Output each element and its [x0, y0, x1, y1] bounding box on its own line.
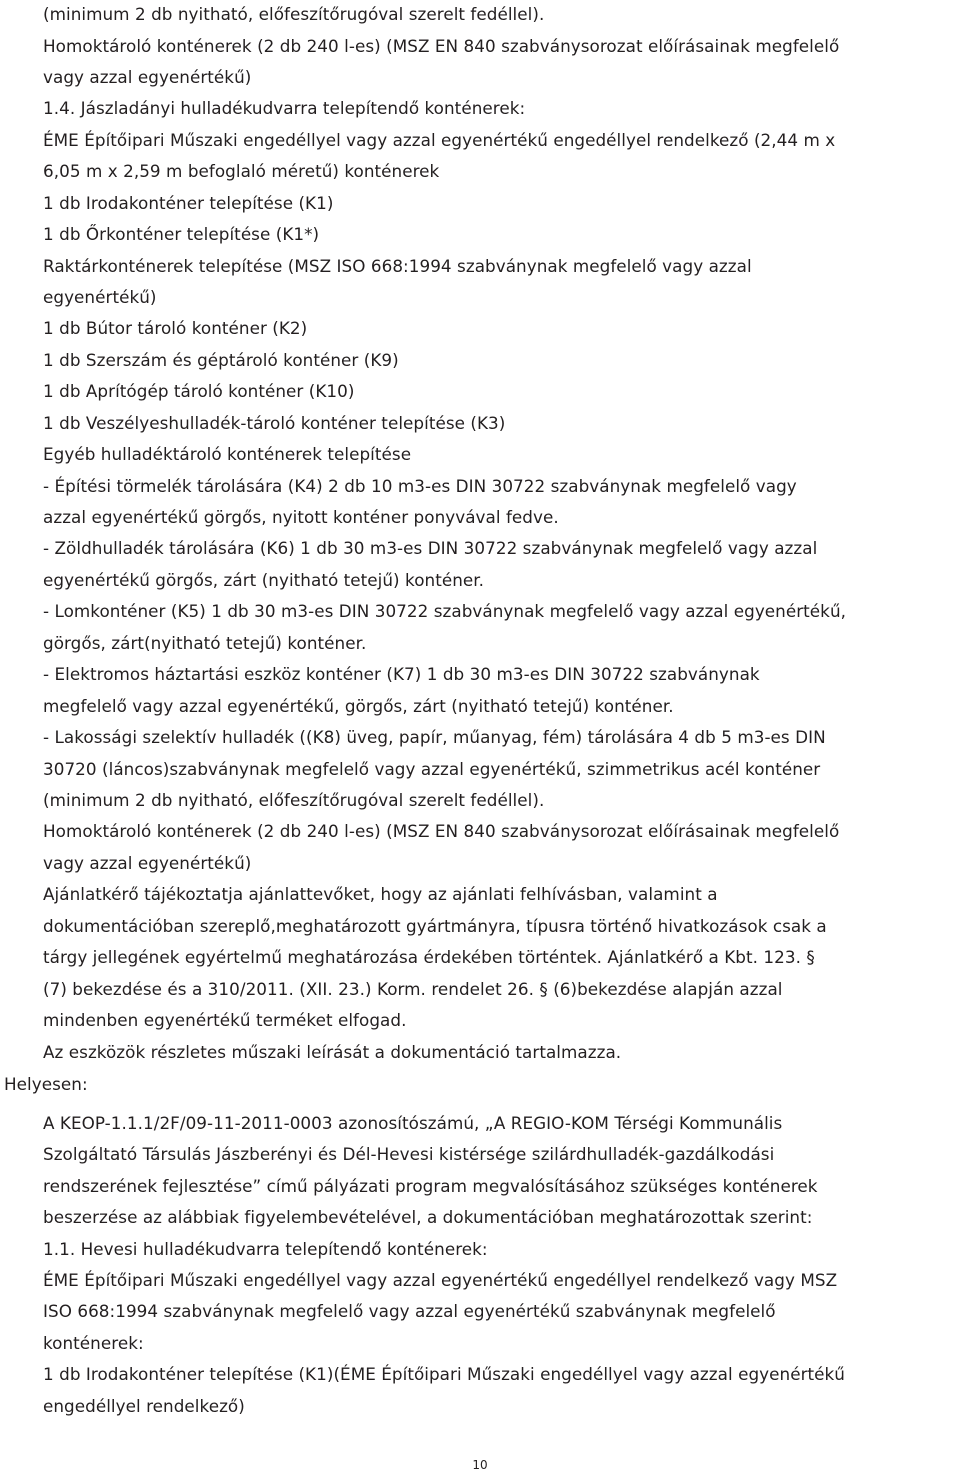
text-line: - Lomkonténer (K5) 1 db 30 m3-es DIN 30722 szabványnak megfelelő vagy azzal egyenértékű,	[43, 601, 847, 621]
text-line: ISO 668:1994 szabványnak megfelelő vagy azzal egyenértékű szabványnak megfelelő	[43, 1301, 776, 1321]
text-line: (minimum 2 db nyitható, előfeszítőrugóval szerelt fedéllel).	[43, 790, 545, 810]
text-line: 1 db Szerszám és géptároló konténer (K9)	[43, 350, 399, 370]
text-line: ÉME Építőipari Műszaki engedéllyel vagy azzal egyenértékű engedéllyel rendelkező vagy MSZ	[43, 1270, 838, 1290]
text-line: - Építési törmelék tárolására (K4) 2 db 10 m3-es DIN 30722 szabványnak megfelelő vagy	[43, 476, 797, 496]
text-line: - Elektromos háztartási eszköz konténer (K7) 1 db 30 m3-es DIN 30722 szabványnak	[43, 664, 760, 684]
text-line: Szolgáltató Társulás Jászberényi és Dél-Hevesi kistérsége szilárdhulladék-gazdálkodási	[43, 1144, 775, 1164]
text-line: 1 db Őrkonténer telepítése (K1*)	[43, 224, 320, 244]
text-line: beszerzése az alábbiak figyelembevételével, a dokumentációban meghatározottak szerint:	[43, 1207, 813, 1227]
text-line: A KEOP-1.1.1/2F/09-11-2011-0003 azonosítószámú, „A REGIO-KOM Térségi Kommunális	[43, 1113, 783, 1133]
text-line: 1 db Aprítógép tároló konténer (K10)	[43, 381, 355, 401]
text-line: konténerek:	[43, 1333, 144, 1353]
section-heading: 1.4. Jászladányi hulladékudvarra telepítendő konténerek:	[43, 98, 526, 118]
text-line: ÉME Építőipari Műszaki engedéllyel vagy azzal egyenértékű engedéllyel rendelkező (2,44 m x	[43, 130, 836, 150]
text-line: 1 db Veszélyeshulladék-tároló konténer telepítése (K3)	[43, 413, 506, 433]
text-line: görgős, zárt(nyitható tetejű) konténer.	[43, 633, 367, 653]
text-line: dokumentációban szereplő,meghatározott gyártmányra, típusra történő hivatkozások csak a	[43, 916, 827, 936]
text-line: megfelelő vagy azzal egyenértékű, görgős, zárt (nyitható tetejű) konténer.	[43, 696, 674, 716]
text-line: vagy azzal egyenértékű)	[43, 67, 252, 87]
section-heading: 1.1. Hevesi hulladékudvarra telepítendő konténerek:	[43, 1239, 488, 1259]
text-line: 1 db Bútor tároló konténer (K2)	[43, 318, 308, 338]
text-line: (7) bekezdése és a 310/2011. (XII. 23.) Korm. rendelet 26. § (6)bekezdése alapján azzal	[43, 979, 783, 999]
text-line: egyenértékű görgős, zárt (nyitható tetejű) konténer.	[43, 570, 485, 590]
text-line: egyenértékű)	[43, 287, 157, 307]
text-line: tárgy jellegének egyértelmű meghatározása érdekében történtek. Ajánlatkérő a Kbt. 123. §	[43, 947, 815, 967]
text-line: Homoktároló konténerek (2 db 240 l-es) (MSZ EN 840 szabványsorozat előírásainak megfelelő	[43, 36, 840, 56]
correction-heading: Helyesen:	[4, 1074, 88, 1094]
text-line: Egyéb hulladéktároló konténerek telepítése	[43, 444, 412, 464]
text-line: (minimum 2 db nyitható, előfeszítőrugóval szerelt fedéllel).	[43, 4, 545, 24]
page-number: 10	[472, 1458, 488, 1472]
text-line: Ajánlatkérő tájékoztatja ajánlattevőket, hogy az ajánlati felhívásban, valamint a	[43, 884, 718, 904]
text-line: Homoktároló konténerek (2 db 240 l-es) (MSZ EN 840 szabványsorozat előírásainak megfelelő	[43, 821, 840, 841]
text-line: Raktárkonténerek telepítése (MSZ ISO 668:1994 szabványnak megfelelő vagy azzal	[43, 256, 752, 276]
text-line: 30720 (láncos)szabványnak megfelelő vagy azzal egyenértékű, szimmetrikus acél konténer	[43, 759, 821, 779]
text-line: - Lakossági szelektív hulladék ((K8) üveg, papír, műanyag, fém) tárolására 4 db 5 m3-es DIN	[43, 727, 826, 747]
text-line: 1 db Irodakonténer telepítése (K1)	[43, 193, 334, 213]
text-line: azzal egyenértékű görgős, nyitott konténer ponyvával fedve.	[43, 507, 559, 527]
text-line: mindenben egyenértékű terméket elfogad.	[43, 1010, 407, 1030]
text-line: rendszerének fejlesztése” című pályázati program megvalósításához szükséges konténerek	[43, 1176, 818, 1196]
text-line: - Zöldhulladék tárolására (K6) 1 db 30 m3-es DIN 30722 szabványnak megfelelő vagy azzal	[43, 538, 818, 558]
text-line: 1 db Irodakonténer telepítése (K1)(ÉME Építőipari Műszaki engedéllyel vagy azzal egyenértékű	[43, 1364, 845, 1384]
text-line: Az eszközök részletes műszaki leírását a dokumentáció tartalmazza.	[43, 1042, 622, 1062]
text-line: 6,05 m x 2,59 m befoglaló méretű) konténerek	[43, 161, 440, 181]
text-line: vagy azzal egyenértékű)	[43, 853, 252, 873]
text-line: engedéllyel rendelkező)	[43, 1396, 245, 1416]
